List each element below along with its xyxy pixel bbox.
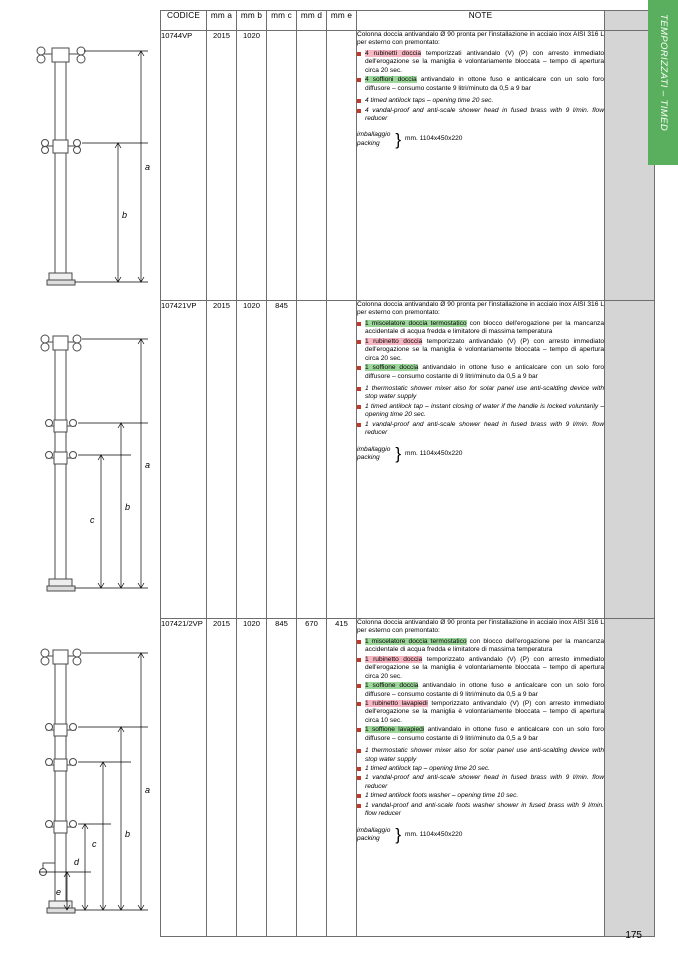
note-item-highlight: 1 rubinetto doccia <box>365 655 423 663</box>
note-item-en: 1 timed antilock foots washer – opening time 10 sec. <box>357 792 604 800</box>
packing-label-it: imballaggio <box>357 445 391 453</box>
note-item-en: 1 vandal-proof and anti-scale shower head in fused brass with 9 l/min. flow reducer <box>357 421 604 438</box>
dim-label-a: a <box>145 785 151 795</box>
cell-mm-a: 2015 <box>207 619 237 937</box>
table-header <box>161 11 655 31</box>
packing-dims: mm. 1104x450x220 <box>405 135 463 143</box>
cell-note <box>357 31 605 301</box>
note-item-en: 4 vandal-proof and anti-scale shower head in fused brass with 9 l/min. flow reducer <box>357 107 604 124</box>
note-item-text: con blocco dell'erogazione per la mancanza accidentale di acqua fredda e limitatore di massima temperatura <box>365 319 604 336</box>
cell-mm-b: 1020 <box>237 31 267 301</box>
table-body <box>161 31 655 937</box>
packing-label-en: packing <box>357 453 380 461</box>
packing-label-it: imballaggio <box>357 826 391 834</box>
page-number: 175 <box>625 930 642 941</box>
note-item-text: antivandalo in ottone fuso e anticalcare con un solo foro diffusore – consumo costante di 9 litri/minuto da 0,5 a 9 bar <box>365 682 604 698</box>
note-item-highlight: 1 soffione lavapiedi <box>365 726 425 734</box>
cell-mm-d <box>297 31 327 301</box>
note-item-text: antivandalo in ottone fuso e anticalcare con un solo foro diffusore – consumo costante di 9 litri/minuto da 0,5 a 9 bar <box>365 364 604 380</box>
packing-label-en: packing <box>357 139 380 147</box>
packing-dims: mm. 1104x450x220 <box>405 449 463 457</box>
note-item <box>357 638 604 655</box>
packing-labels <box>357 446 390 462</box>
note-item-highlight: 4 soffioni doccia <box>365 76 417 84</box>
cell-mm-c: 845 <box>267 619 297 937</box>
col-header-mm-a: mm a <box>207 11 237 31</box>
cell-mm-a: 2015 <box>207 301 237 619</box>
note-item <box>357 50 604 75</box>
section-tab <box>648 0 678 165</box>
note-intro: Colonna doccia antivandalo Ø 90 pronta per l'installazione in acciaio inox AISI 316 L per esterno con premontato: <box>357 31 604 47</box>
note-intro: Colonna doccia antivandalo Ø 90 pronta per l'installazione in acciaio inox AISI 316 L per esterno con premontato: <box>357 301 604 317</box>
cell-note <box>357 619 605 937</box>
note-item-highlight: 4 rubinetti doccia <box>365 49 422 57</box>
note-item-highlight: 1 miscelatore doccia termostatico <box>365 637 467 645</box>
note-english-block <box>357 385 604 438</box>
col-header-codice: CODICE <box>161 11 207 31</box>
table-row <box>161 31 655 301</box>
product-drawing-1 <box>8 18 158 288</box>
note-item-en: 1 vandal-proof and anti-scale foots washer shower in fused brass with 9 l/min. flow reducer <box>357 802 604 819</box>
cell-code: 107421/2VP <box>161 619 207 937</box>
note-item-en: 1 timed antilock tap – instant closing of water if the handle is locked voluntarily – opening time 20 sec. <box>357 403 604 420</box>
note-item-en: 1 thermostatic shower mixer also for solar panel use anti-scalding device with stop water supply <box>357 385 604 402</box>
dim-label-b: b <box>122 210 128 220</box>
section-tab-label: TEMPORIZZATI – TIMED <box>658 14 669 132</box>
note-item-en: 4 timed antilock taps – opening time 20 sec. <box>357 97 604 105</box>
brace-glyph: } <box>395 824 402 844</box>
note-item <box>357 726 604 743</box>
cell-mm-c <box>267 31 297 301</box>
note-item-highlight: 1 soffione doccia <box>365 364 419 372</box>
table-row <box>161 301 655 619</box>
spec-sheet <box>160 10 640 937</box>
cell-mm-b: 1020 <box>237 301 267 619</box>
note-item-en: 1 thermostatic shower mixer also for solar panel use anti-scalding device with stop water supply <box>357 747 604 764</box>
note-item <box>357 682 604 699</box>
product-drawing-2 <box>8 308 158 598</box>
dim-label-a: a <box>145 460 151 470</box>
note-item-en: 1 timed antilock tap – opening time 20 sec. <box>357 765 604 773</box>
note-item-text: temporizzato antivandalo (V) (P) con arresto immediato dell'erogazione se la maniglia è volontariamente bloccata – tempo di apertura circa 20 sec. <box>365 655 604 680</box>
col-header-note: NOTE <box>357 11 605 31</box>
drawing-svg-1 <box>8 18 158 288</box>
note-item-text: temporizzati antivandalo (V) (P) con arresto immediato dell'erogazione se la maniglia è volontariamente bloccata – tempo di apertura circa 20 sec. <box>365 49 604 74</box>
note-item-highlight: 1 miscelatore doccia termostatico <box>365 319 467 327</box>
cell-blank <box>605 31 655 301</box>
cell-code: 10744VP <box>161 31 207 301</box>
drawing-svg-2 <box>8 308 158 598</box>
note-item-text: antivandalo in ottone fuso e anticalcare con un solo foro diffusore – consumo costante 9 litri/minuto da 0,5 a 9 bar <box>365 76 604 92</box>
packing-label-en: packing <box>357 834 380 842</box>
col-header-mm-c: mm c <box>267 11 297 31</box>
col-header-mm-e: mm e <box>327 11 357 31</box>
note-item-en: 1 vandal-proof and anti-scale shower head in fused brass with 9 l/min. flow reducer <box>357 774 604 791</box>
note-english-block <box>357 747 604 819</box>
cell-mm-e <box>327 31 357 301</box>
product-drawing-3 <box>8 625 158 925</box>
note-item <box>357 338 604 363</box>
note-item-highlight: 1 rubinetto lavapiedi <box>365 699 428 707</box>
col-header-blank <box>605 11 655 31</box>
packing-info <box>357 824 604 844</box>
packing-label-it: imballaggio <box>357 131 391 139</box>
note-item <box>357 76 604 93</box>
dim-label-b: b <box>125 502 131 512</box>
packing-info <box>357 131 604 147</box>
col-header-mm-d: mm d <box>297 11 327 31</box>
note-item <box>357 656 604 681</box>
cell-mm-c: 845 <box>267 301 297 619</box>
packing-dims: mm. 1104x450x220 <box>405 830 463 838</box>
note-item-text: temporizzato antivandalo (V) (P) con arresto immediato dell'erogazione se la maniglia è volontariamente bloccata – tempo di apertura circa 10 sec. <box>365 699 604 724</box>
note-item-text: temporizzato antivandalo (V) (P) con arresto immediato dell'erogazione se la maniglia è volontariamente bloccata – tempo di apertura circa 20 sec. <box>365 337 604 362</box>
cell-mm-d: 670 <box>297 619 327 937</box>
table-row <box>161 619 655 937</box>
dim-label-a: a <box>145 162 151 172</box>
cell-note <box>357 301 605 619</box>
brace-glyph: } <box>395 129 402 149</box>
col-header-mm-b: mm b <box>237 11 267 31</box>
note-item-text: antivandalo in ottone fuso e anticalcare con un solo foro diffusore – consumo costante di 9 litri/minuto da 0,5 a 9 bar <box>365 726 604 742</box>
note-item <box>357 320 604 337</box>
dim-label-d: d <box>74 857 80 867</box>
dim-label-c: c <box>90 515 95 525</box>
dim-label-e: e <box>56 887 62 897</box>
cell-mm-a: 2015 <box>207 31 237 301</box>
packing-labels <box>357 131 390 147</box>
packing-labels <box>357 827 390 843</box>
note-intro: Colonna doccia antivandalo Ø 90 pronta per l'installazione in acciaio inox AISI 316 L per esterno con premontato: <box>357 619 604 635</box>
brace-glyph: } <box>395 443 402 463</box>
note-item-highlight: 1 soffione doccia <box>365 682 419 690</box>
dim-label-b: b <box>125 829 131 839</box>
cell-mm-d <box>297 301 327 619</box>
cell-mm-e <box>327 301 357 619</box>
cell-blank <box>605 301 655 619</box>
cell-code: 107421VP <box>161 301 207 619</box>
packing-info <box>357 443 604 463</box>
cell-mm-b: 1020 <box>237 619 267 937</box>
note-item <box>357 364 604 381</box>
drawing-svg-3 <box>8 625 158 925</box>
note-item-highlight: 1 rubinetto doccia <box>365 337 423 345</box>
note-english-block <box>357 97 604 123</box>
spec-table <box>160 10 655 937</box>
note-item <box>357 700 604 725</box>
note-item-text: con blocco dell'erogazione per la mancanza accidentale di acqua fredda e limitatore di massima temperatura <box>365 637 604 654</box>
cell-blank <box>605 619 655 937</box>
dim-label-c: c <box>92 839 97 849</box>
cell-mm-e: 415 <box>327 619 357 937</box>
